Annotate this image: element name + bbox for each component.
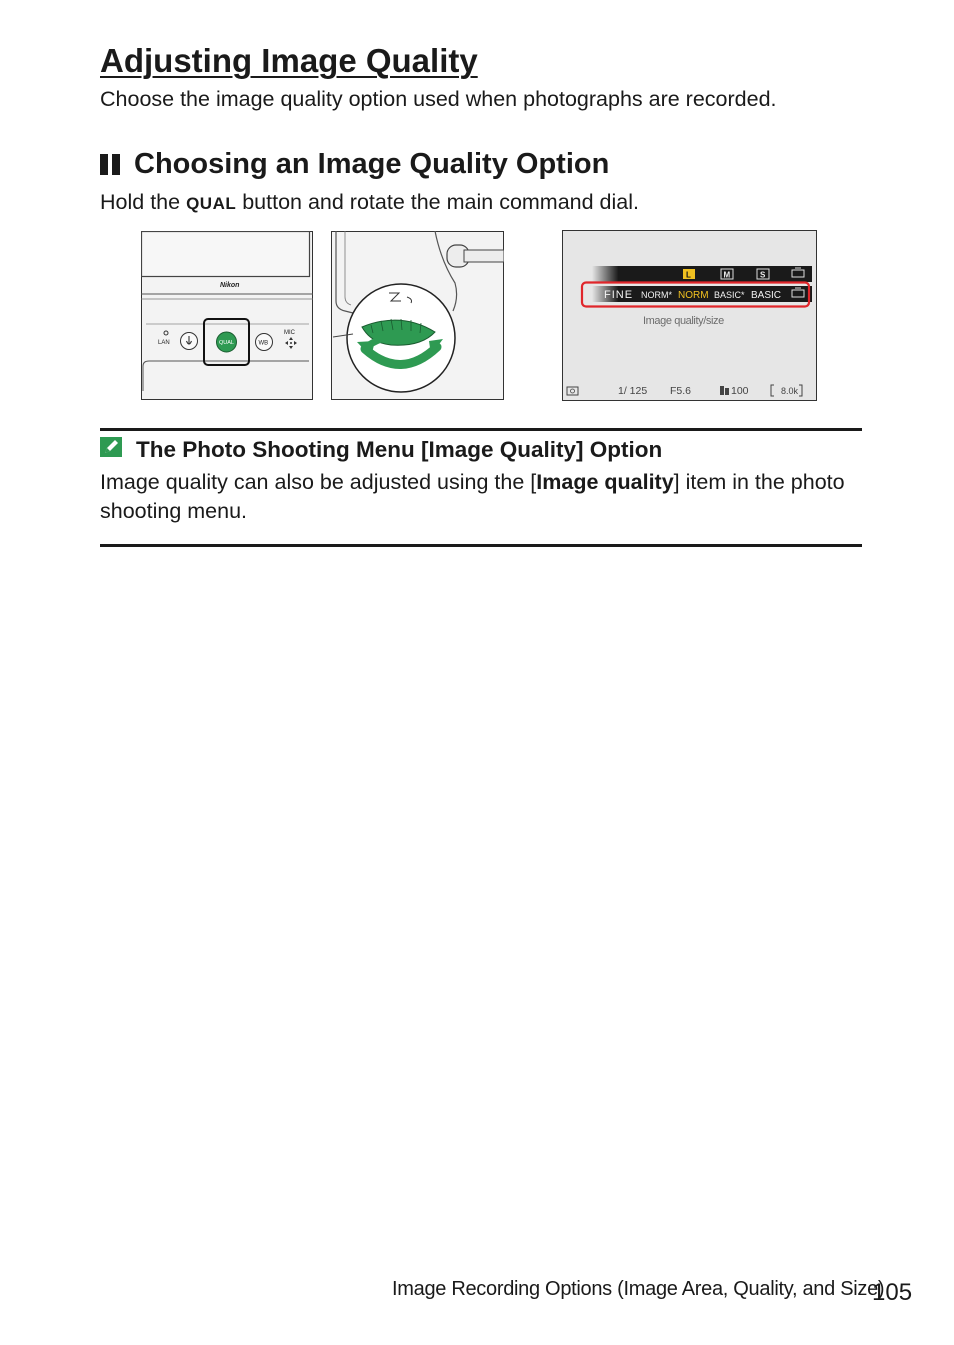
brand-label: Nikon xyxy=(220,282,240,289)
note-body-prefix: Image quality can also be adjusted using the [ xyxy=(100,470,537,494)
shots-remaining: 8.0k xyxy=(781,386,799,396)
command-dial-illustration xyxy=(331,231,504,401)
section-marker-icon xyxy=(100,154,120,175)
lcd-screen-shape xyxy=(142,232,310,277)
note-body xyxy=(100,468,860,526)
note-body-suffix: ] item in the photo shooting menu. xyxy=(100,470,845,523)
command-dial-figure xyxy=(331,231,504,401)
iso-value: 100 xyxy=(731,385,749,397)
note-title-text: The Photo Shooting Menu [Image Quality] Option xyxy=(136,437,663,462)
page-title: Adjusting Image Quality xyxy=(100,42,478,79)
qual-button-label: QUAL xyxy=(219,340,234,346)
display-figure xyxy=(562,230,817,401)
shutter-speed: 1/ 125 xyxy=(618,385,648,397)
note-body-menu-item: Image quality xyxy=(536,470,674,494)
quality-option-norm[interactable]: NORM xyxy=(678,290,709,301)
note-title xyxy=(100,437,662,463)
mic-label: MIC xyxy=(284,330,295,336)
note-divider-bottom xyxy=(100,544,862,547)
size-icon-m: M xyxy=(723,270,731,280)
section-heading xyxy=(100,148,609,181)
note-divider-top xyxy=(100,428,862,431)
quality-option-fine[interactable]: FINE xyxy=(604,289,634,301)
quality-option-norm-star[interactable]: NORM* xyxy=(641,290,672,300)
instruction-text xyxy=(100,190,639,215)
size-row-bar xyxy=(592,266,812,282)
camera-back-figure xyxy=(141,231,313,401)
aperture: F5.6 xyxy=(670,385,692,397)
size-icon-s: S xyxy=(760,270,766,280)
page-number: 105 xyxy=(872,1279,913,1306)
pencil-note-icon xyxy=(100,437,122,463)
qual-key-label: QUAL xyxy=(186,194,237,213)
size-icon-l: L xyxy=(686,270,691,280)
footer-section-title: Image Recording Options (Image Area, Quality, and Size) xyxy=(392,1278,885,1300)
instruction-prefix: Hold the xyxy=(100,190,187,214)
camera-back-illustration xyxy=(141,231,313,401)
quality-option-basic-star[interactable]: BASIC* xyxy=(714,290,745,300)
display-label: Image quality/size xyxy=(643,315,724,327)
instruction-suffix: button and rotate the main command dial. xyxy=(236,190,640,214)
wb-label: WB xyxy=(258,340,269,347)
camera-display-screen xyxy=(562,230,817,401)
section-heading-text: Choosing an Image Quality Option xyxy=(134,148,610,180)
quality-option-basic[interactable]: BASIC xyxy=(751,290,782,301)
lan-label: LAN xyxy=(158,340,170,346)
intro-text: Choose the image quality option used when photographs are recorded. xyxy=(100,87,777,111)
